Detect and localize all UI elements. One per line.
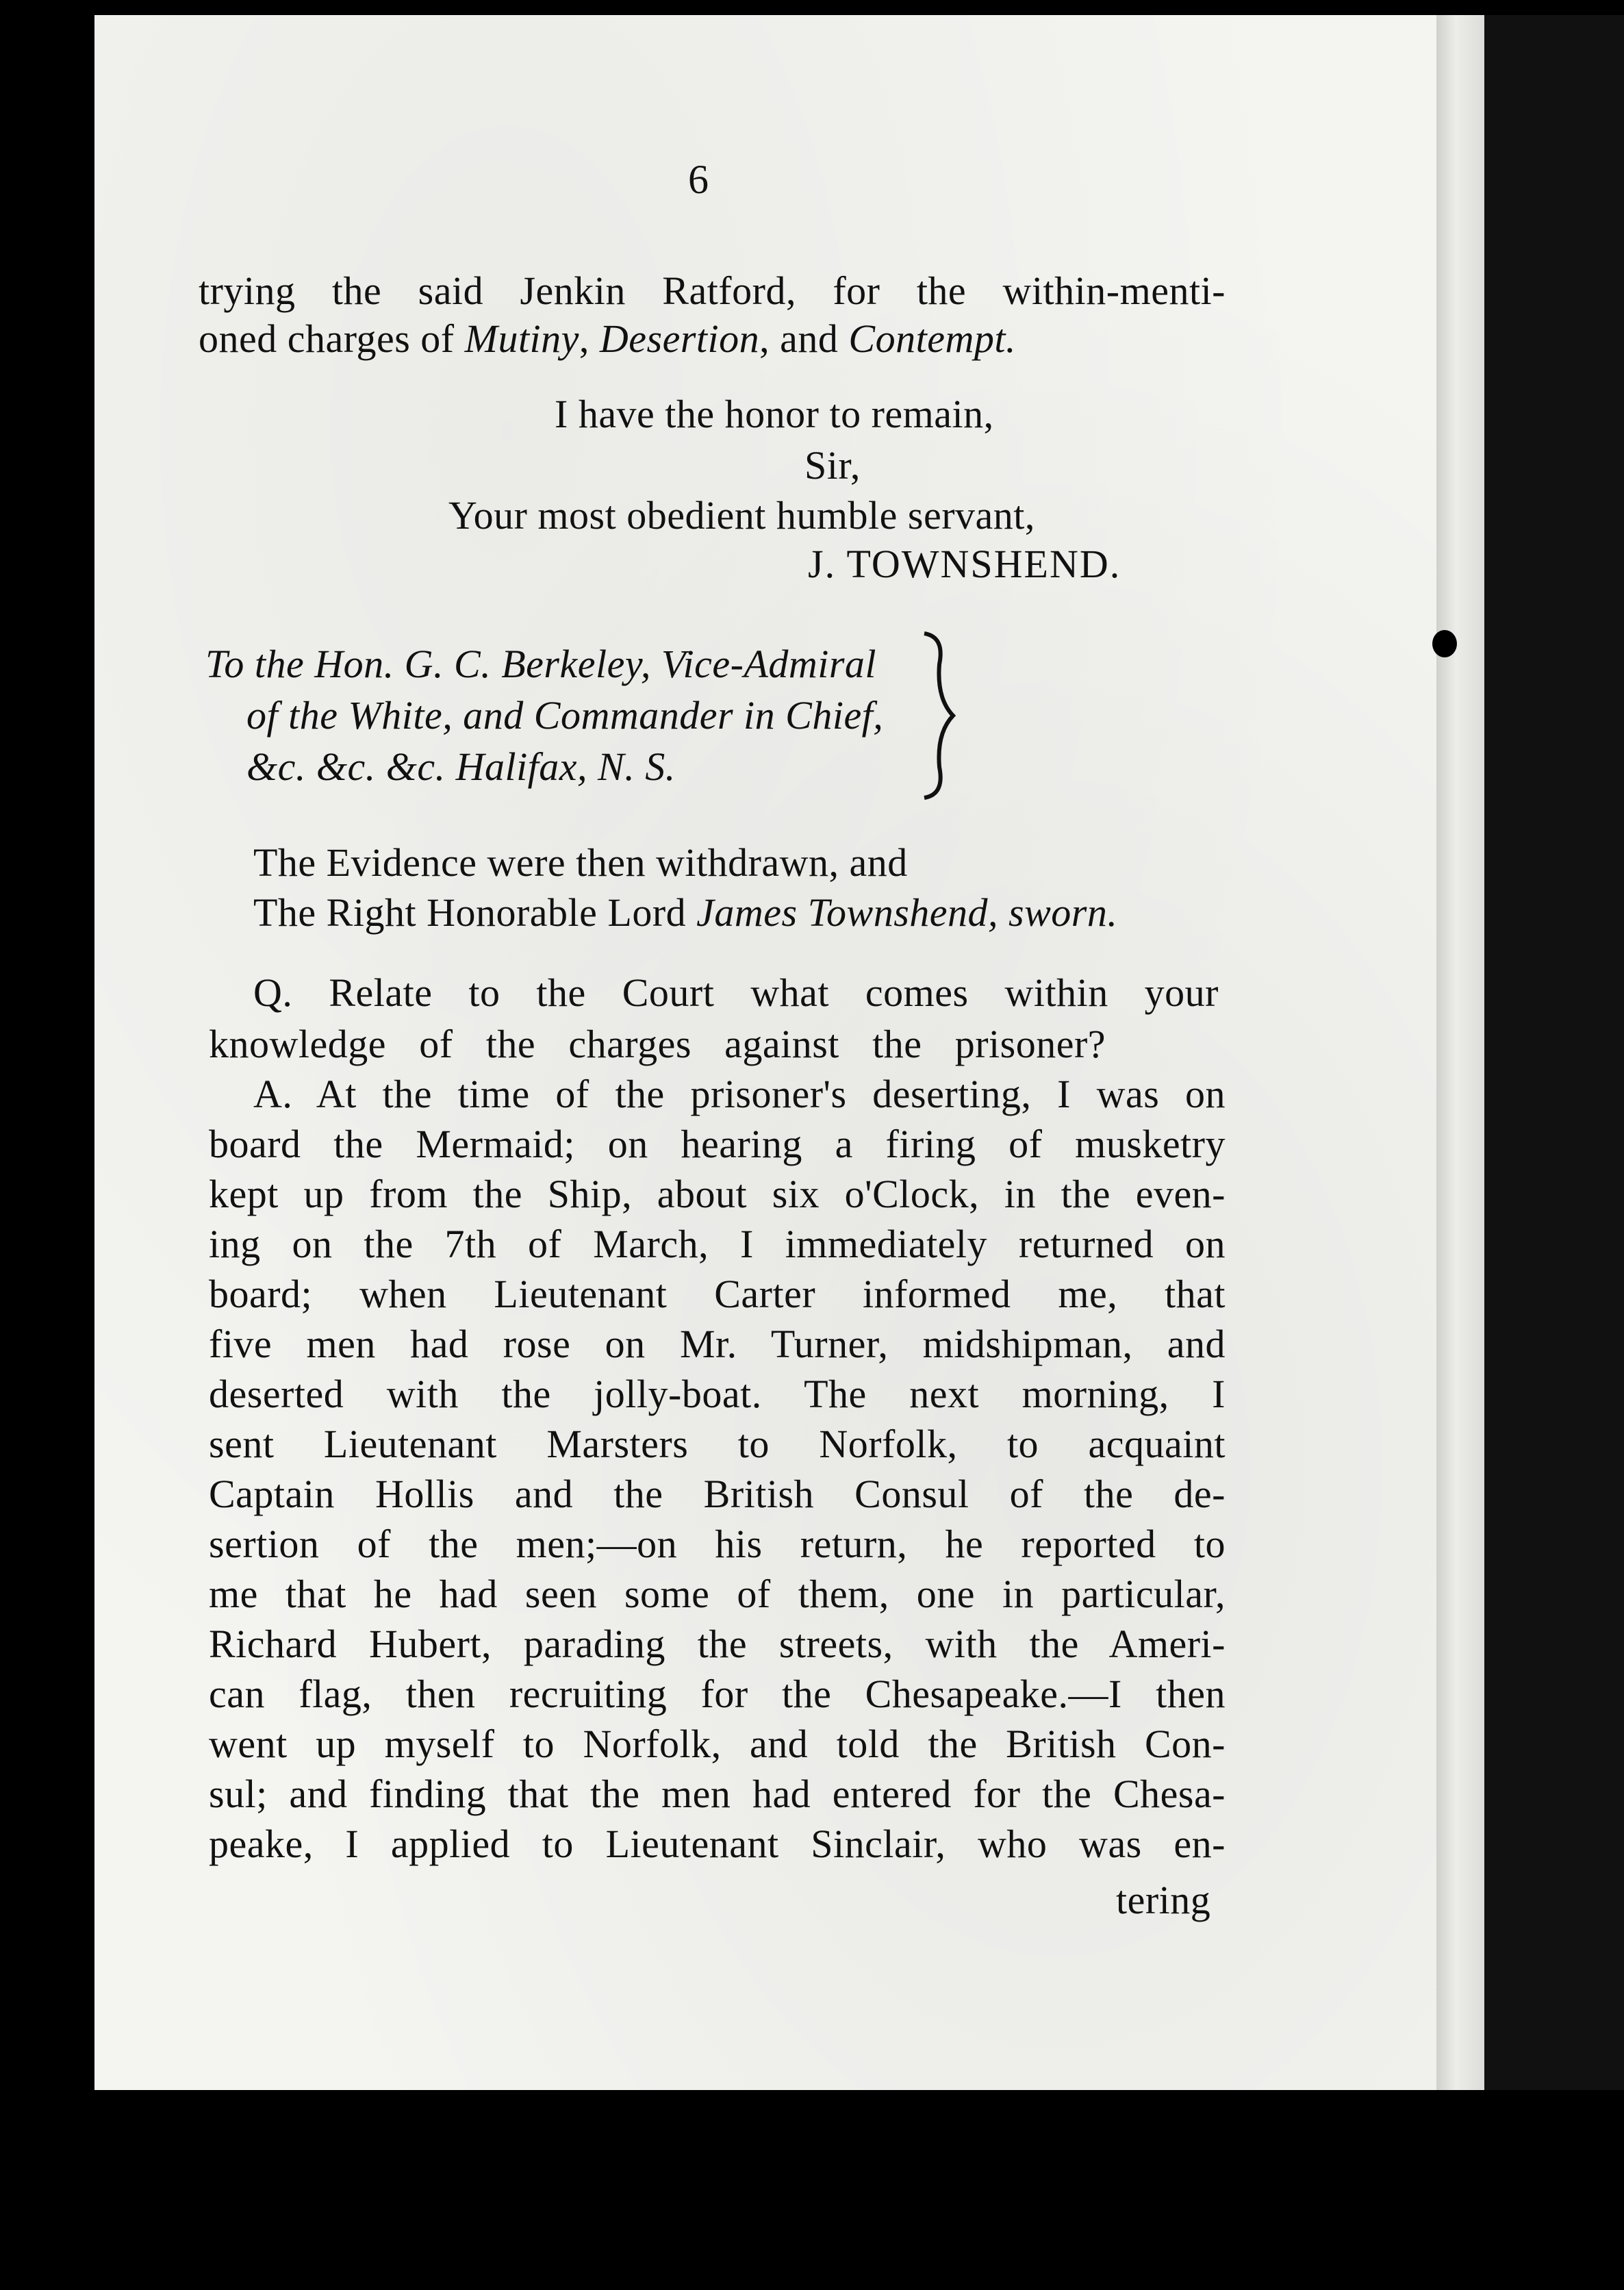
charge-desertion: Desertion	[599, 316, 760, 361]
transition-line-2	[253, 889, 1117, 937]
text-line-2-comma: ,	[579, 316, 589, 361]
body-line-1: Q. Relate to the Court what comes within your	[253, 970, 1219, 1015]
body-line-7: board; when Lieutenant Carter informed me, that	[209, 1272, 1226, 1316]
body-line-18: peake, I applied to Lieutenant Sinclair, who was en-	[209, 1822, 1226, 1866]
catchword: tering	[1116, 1878, 1211, 1922]
closing-servant: Your most obedient humble servant,	[448, 493, 1035, 538]
signature: J. TOWNSHEND.	[808, 542, 1121, 586]
body-line-6: ing on the 7th of March, I immediately returned on	[209, 1222, 1226, 1266]
text-line-2-and: , and	[759, 316, 839, 361]
transition-prefix: The Right Honorable Lord	[253, 890, 687, 935]
address-line-1: To the Hon. G. C. Berkeley, Vice-Admiral	[205, 642, 877, 686]
body-line-8: five men had rose on Mr. Turner, midshipman, and	[209, 1322, 1226, 1366]
body-line-5: kept up from the Ship, about six o'Clock, in the even-	[209, 1172, 1226, 1216]
body-line-14: Richard Hubert, parading the streets, with the Ameri-	[209, 1622, 1226, 1666]
body-line-2: knowledge of the charges against the prisoner?	[209, 1022, 1106, 1066]
body-line-9: deserted with the jolly-boat. The next morning, I	[209, 1372, 1226, 1416]
text-line-2-start: oned charges of	[199, 316, 455, 361]
text-line-1: trying the said Jenkin Ratford, for the within-menti-	[199, 268, 1226, 313]
closing-remain: I have the honor to remain,	[555, 392, 994, 436]
body-line-17: sul; and finding that the men had entered for the Chesa-	[209, 1772, 1226, 1816]
body-line-15: can flag, then recruiting for the Chesapeake.—I then	[209, 1672, 1226, 1716]
text-line-2	[199, 315, 1016, 363]
closing-sir: Sir,	[804, 443, 861, 488]
body-line-12: sertion of the men;—on his return, he reported to	[209, 1522, 1226, 1566]
body-line-16: went up myself to Norfolk, and told the British Con-	[209, 1722, 1226, 1766]
body-line-3: A. At the time of the prisoner's deserting, I was on	[253, 1072, 1226, 1116]
body-line-11: Captain Hollis and the British Consul of the de-	[209, 1472, 1226, 1516]
transition-line-1: The Evidence were then withdrawn, and	[253, 840, 908, 885]
transition-name: James Townshend, sworn.	[696, 890, 1118, 935]
charge-mutiny: Mutiny	[464, 316, 579, 361]
address-line-2: of the White, and Commander in Chief,	[246, 693, 884, 738]
body-line-4: board the Mermaid; on hearing a firing of musketry	[209, 1122, 1226, 1166]
charge-contempt: Contempt.	[848, 316, 1016, 361]
address-line-3: &c. &c. &c. Halifax, N. S.	[246, 744, 676, 789]
body-line-10: sent Lieutenant Marsters to Norfolk, to acquaint	[209, 1422, 1226, 1466]
body-line-13: me that he had seen some of them, one in particular,	[209, 1572, 1226, 1616]
page-number: 6	[688, 157, 709, 202]
address-brace	[917, 630, 959, 801]
